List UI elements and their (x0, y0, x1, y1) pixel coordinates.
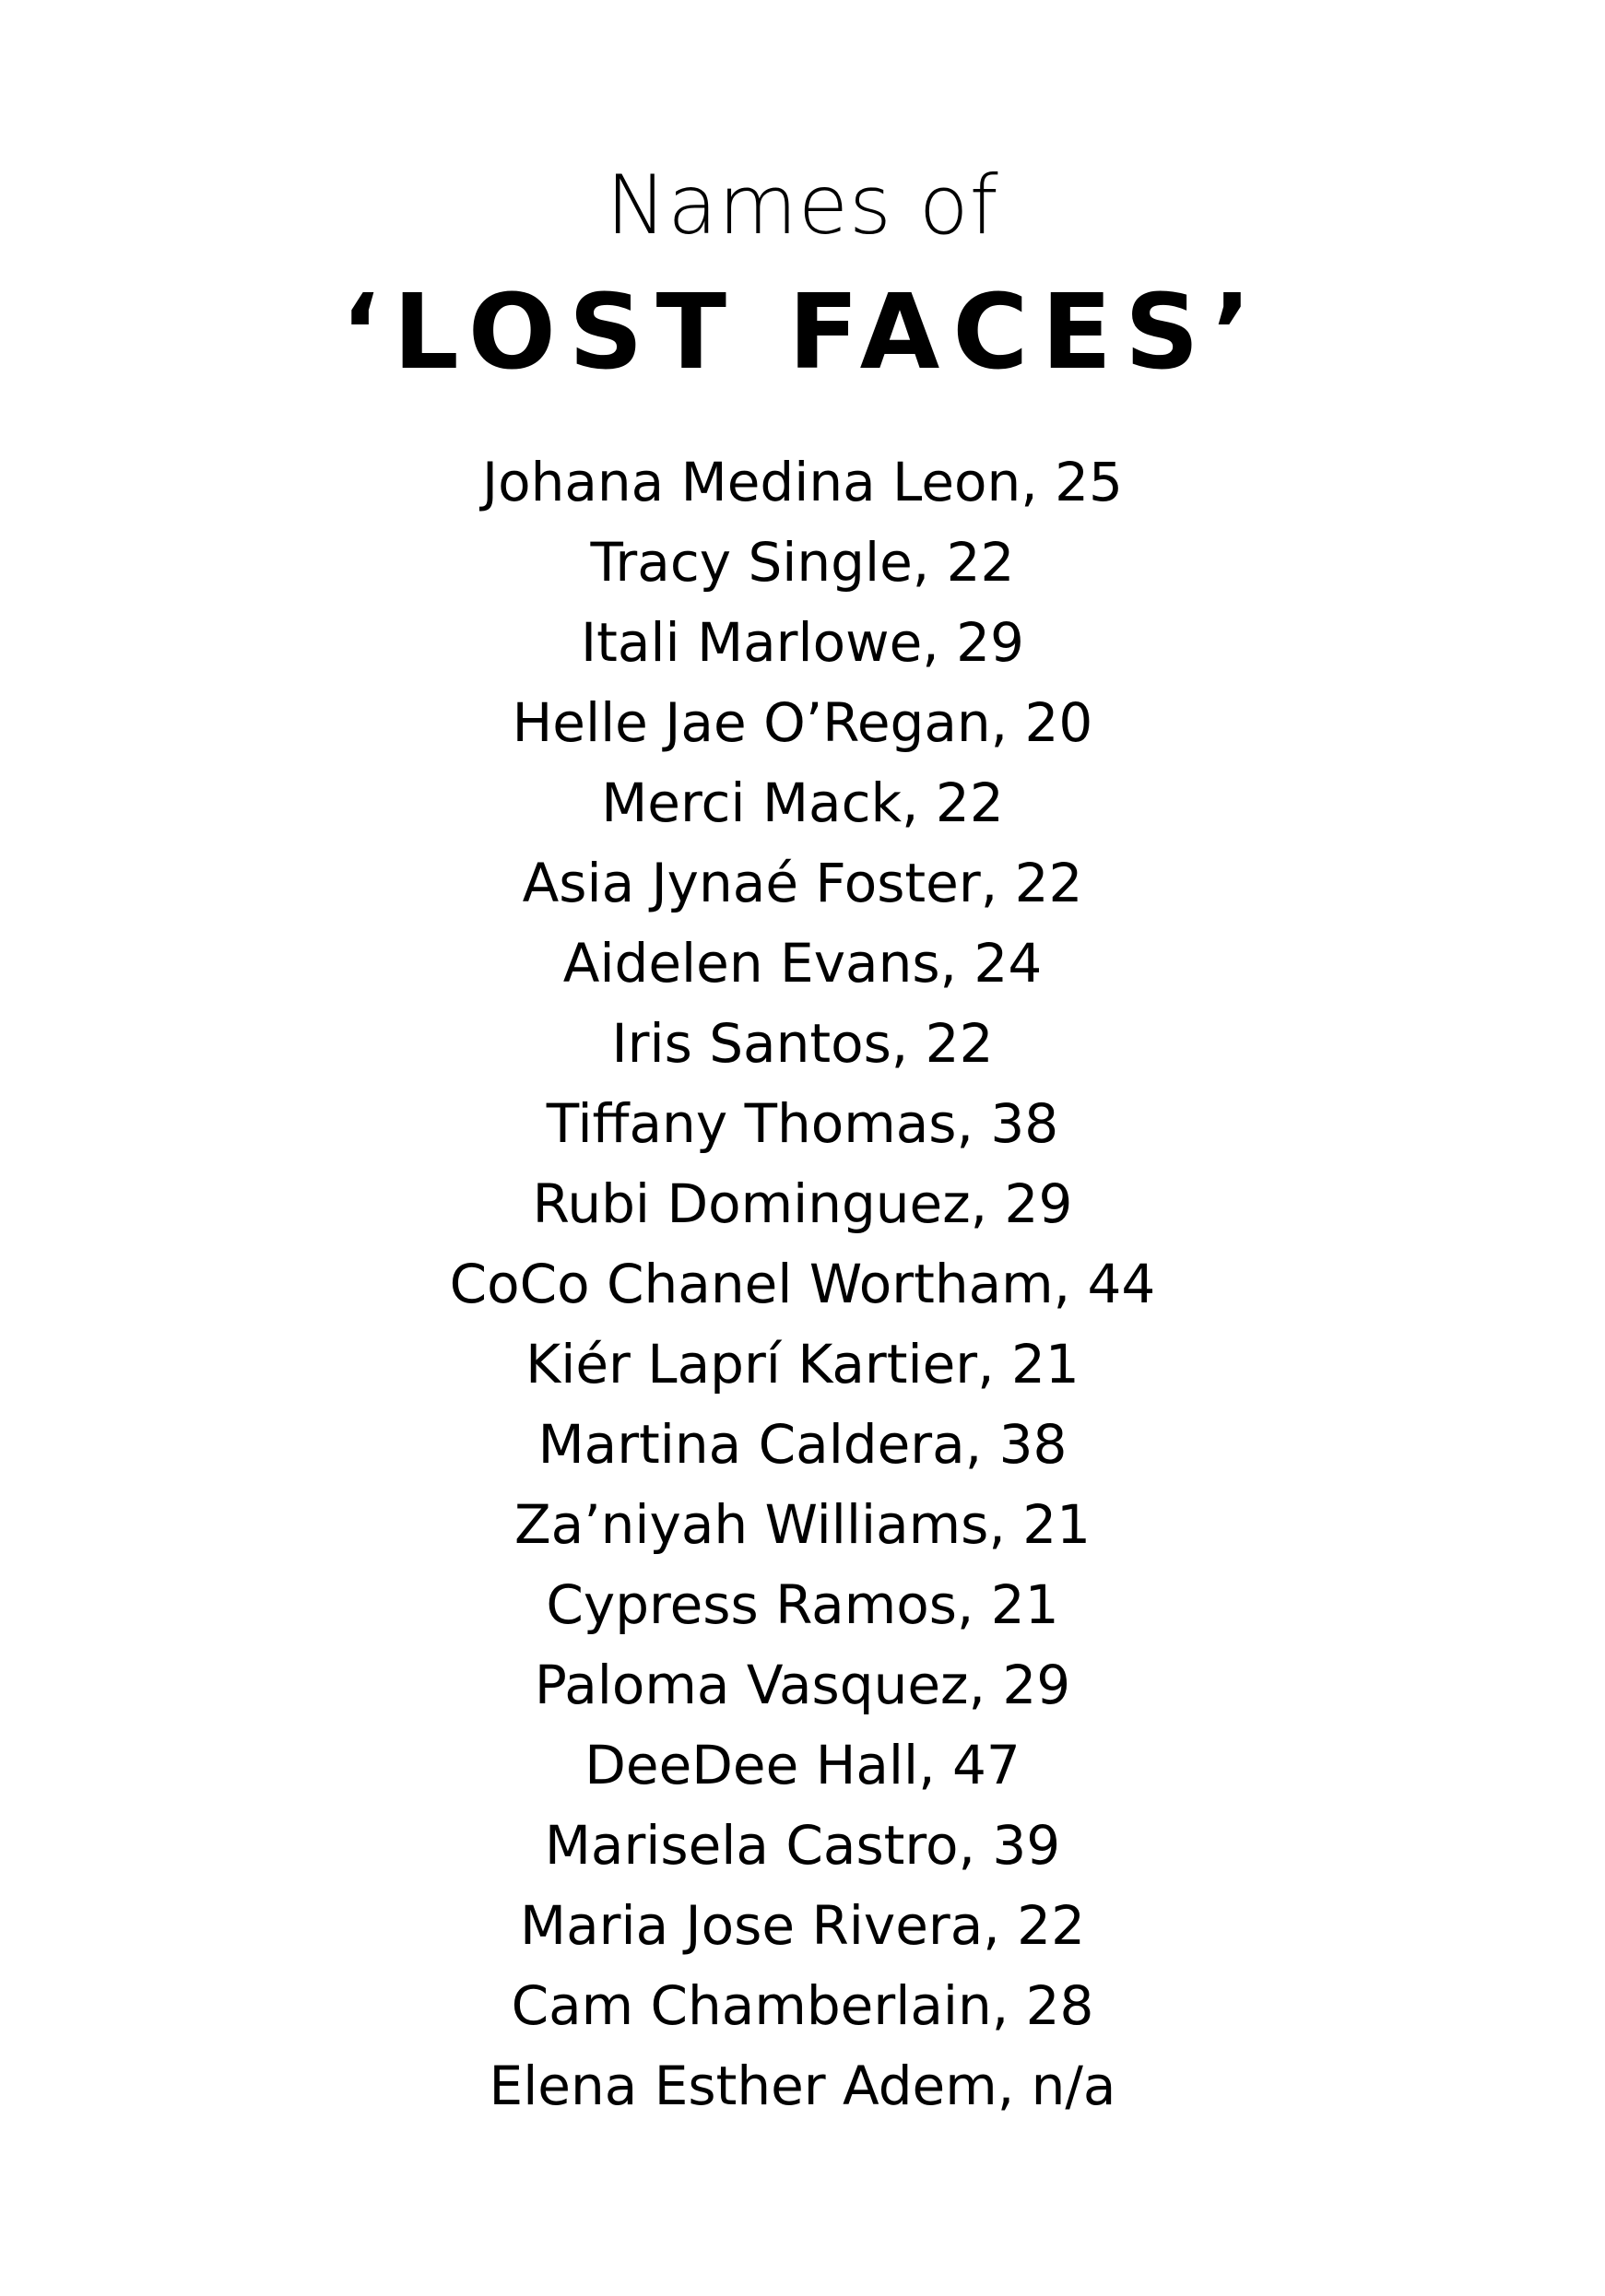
list-item: Kiér Laprí Kartier, 21 (525, 1333, 1080, 1395)
title-line-lost-faces: ‘LOST FACES’ (340, 273, 1265, 393)
list-item: Johana Medina Leon, 25 (482, 451, 1123, 513)
list-item: CoCo Chanel Wortham, 44 (449, 1253, 1156, 1315)
list-item: Marisela Castro, 39 (544, 1814, 1061, 1877)
list-item: Tracy Single, 22 (590, 531, 1015, 594)
list-item: Itali Marlowe, 29 (581, 611, 1024, 674)
list-item: Paloma Vasquez, 29 (534, 1654, 1071, 1716)
list-item: Rubi Dominguez, 29 (532, 1172, 1073, 1235)
list-item: Asia Jynaé Foster, 22 (522, 852, 1083, 914)
list-item: Aidelen Evans, 24 (562, 932, 1043, 995)
list-item: Cam Chamberlain, 28 (511, 1974, 1094, 2037)
list-item: Maria Jose Rivera, 22 (520, 1894, 1085, 1957)
title-line-names-of: Names of (606, 158, 999, 253)
list-item: Merci Mack, 22 (601, 771, 1004, 834)
list-item: DeeDee Hall, 47 (584, 1734, 1021, 1796)
list-item: Helle Jae O’Regan, 20 (512, 691, 1093, 754)
list-item: Cypress Ramos, 21 (546, 1573, 1059, 1636)
list-item: Tiffany Thomas, 38 (546, 1092, 1059, 1155)
list-item: Martina Caldera, 38 (537, 1413, 1068, 1476)
names-list (0, 442, 1605, 2126)
list-item: Elena Esther Adem, n/a (489, 2055, 1116, 2117)
list-item: Iris Santos, 22 (611, 1012, 994, 1075)
list-item: Za’niyah Williams, 21 (513, 1493, 1092, 1556)
